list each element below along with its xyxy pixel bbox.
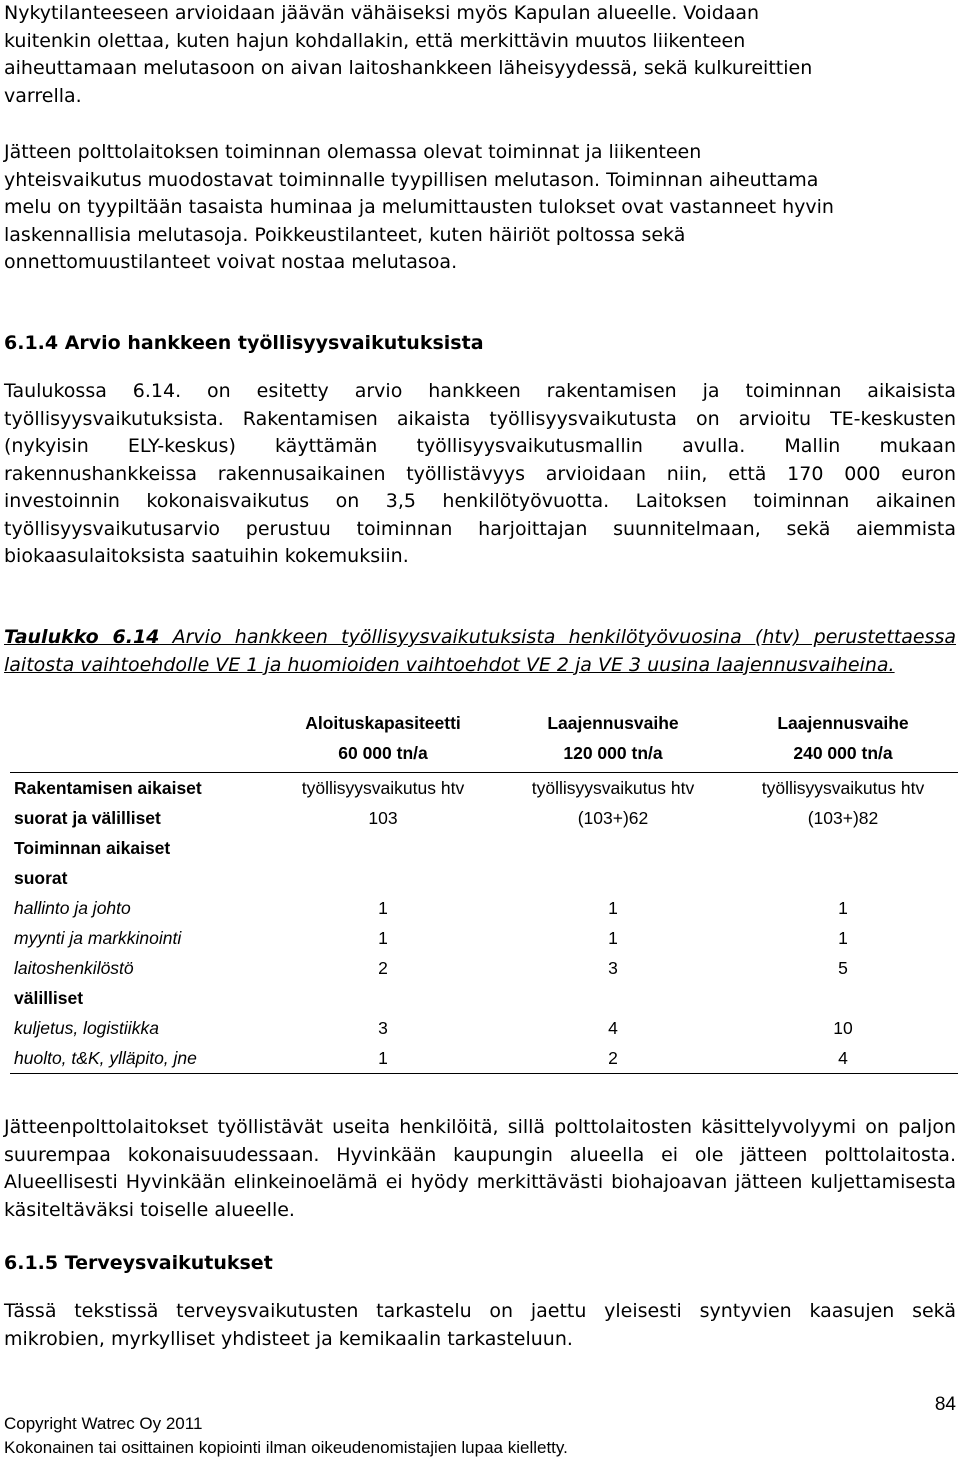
- table-cell: työllisyysvaikutus htv: [531, 777, 695, 798]
- row-label: Rakentamisen aikaiset: [14, 777, 202, 798]
- column-title: Laajennusvaihe: [777, 712, 909, 733]
- paragraph-line: kuitenkin olettaa, kuten hajun kohdallakin, että merkittävin muutos liikenteen: [4, 29, 746, 52]
- table-row: [10, 1013, 958, 1043]
- paragraph-line: varrella.: [4, 84, 82, 107]
- table-cell: työllisyysvaikutus htv: [301, 777, 465, 798]
- section-heading-employment: 6.1.4 Arvio hankkeen työllisyysvaikutuksista: [4, 332, 484, 354]
- table-header-empty: [10, 708, 268, 738]
- table-row: [10, 953, 958, 983]
- table-caption-text: Arvio hankkeen työllisyysvaikutuksista henkilötyövuosina (htv) perustettaessa laitosta vaihtoehdolle VE 1 ja huomioiden vaihtoehdot VE 2 ja VE 3 uusina laajennusvaiheina.: [4, 626, 957, 676]
- column-capacity: 60 000 tn/a: [268, 738, 498, 773]
- table-cell: [268, 983, 498, 1013]
- table-cell: [498, 833, 728, 863]
- table-cell: (103+)62: [577, 807, 649, 828]
- table-header-row: [10, 738, 958, 773]
- row-label: myynti ja markkinointi: [14, 927, 182, 948]
- row-label: välilliset: [14, 987, 84, 1008]
- paragraph-line: Jätteen polttolaitoksen toiminnan olemassa olevat toiminnat ja liikenteen: [4, 141, 702, 163]
- column-capacity: 120 000 tn/a: [498, 738, 728, 773]
- column-title: Aloituskapasiteetti: [305, 712, 461, 733]
- table-cell: 103: [368, 807, 398, 828]
- table-cell: 3: [608, 957, 618, 978]
- table-cell: työllisyysvaikutus htv: [761, 777, 925, 798]
- column-capacity: 240 000 tn/a: [728, 738, 958, 773]
- table-cell: 1: [838, 927, 848, 948]
- table-cell: 1: [608, 897, 618, 918]
- column-title: Laajennusvaihe: [547, 712, 679, 733]
- paragraph-line: onnettomuustilanteet voivat nostaa melutasoa.: [4, 251, 458, 273]
- table-row: [10, 773, 958, 804]
- table-cell: [728, 833, 958, 863]
- table-header-empty: [10, 738, 268, 773]
- table-row: [10, 983, 958, 1013]
- paragraph-line: yhteisvaikutus muodostavat toiminnalle tyypillisen melutason. Toiminnan aiheuttama: [4, 168, 819, 191]
- table-cell: 2: [498, 1043, 728, 1074]
- row-label: hallinto ja johto: [14, 897, 131, 918]
- table-cell: 1: [378, 927, 388, 948]
- table-cell: [268, 833, 498, 863]
- row-label: huolto, t&K, ylläpito, jne: [10, 1043, 268, 1074]
- table-cell: [728, 863, 958, 893]
- table-row: [10, 803, 958, 833]
- paragraph-line: laskennallisia melutasoja. Poikkeustilanteet, kuten häiriöt poltossa sekä: [4, 223, 686, 246]
- table-cell: (103+)82: [807, 807, 879, 828]
- table-caption-label: Taulukko 6.14: [4, 626, 160, 648]
- table-cell: 10: [833, 1017, 853, 1038]
- table-cell: 1: [378, 897, 388, 918]
- row-label: laitoshenkilöstö: [14, 957, 134, 978]
- table-cell: [498, 983, 728, 1013]
- footer-copyright: Copyright Watrec Oy 2011: [4, 1414, 203, 1433]
- footer-notice: Kokonainen tai osittainen kopiointi ilman oikeudenomistajien lupaa kielletty.: [4, 1438, 568, 1457]
- table-row: [10, 1043, 958, 1074]
- table-cell: [728, 983, 958, 1013]
- table-row: [10, 923, 958, 953]
- table-header-row: [10, 708, 958, 738]
- table-cell: 1: [838, 897, 848, 918]
- row-label: suorat: [14, 867, 68, 888]
- table-row: [10, 833, 958, 863]
- paragraph-line: aiheuttamaan melutasoon on aivan laitoshankkeen läheisyydessä, sekä kulkureittien: [4, 57, 813, 79]
- employment-table: [10, 708, 958, 1074]
- table-cell: 3: [378, 1017, 388, 1038]
- table-cell: 4: [728, 1043, 958, 1074]
- table-cell: 2: [378, 957, 388, 978]
- row-label: kuljetus, logistiikka: [14, 1017, 159, 1038]
- page-number: 84: [934, 1394, 956, 1415]
- paragraph-health: Tässä tekstissä terveysvaikutusten tarkastelu on jaettu yleisesti syntyvien kaasujen sekä mikrobien, myrkylliset yhdisteet ja kemikaalin tarkasteluun.: [4, 1300, 956, 1350]
- table-row: [10, 893, 958, 923]
- table-cell: [268, 863, 498, 893]
- table-cell: 1: [268, 1043, 498, 1074]
- table-cell: 1: [608, 927, 618, 948]
- paragraph-employment-estimate: Taulukossa 6.14. on esitetty arvio hankkeen rakentamisen ja toiminnan aikaisista työllisyysvaikutuksista. Rakentamisen aikaista työllisyysvaikutusta on arvioitu TE-keskusten (nykyisin ELY-keskus) käyttämän työllisyysvaikutusmallin avulla. Mallin mukaan rakennushankkeissa rakennusaikainen työllistävyys arvioidaan niin, että 170 000 euron investoinnin kokonaisvaikutus on 3,5 henkilötyövuotta. Laitoksen toiminnan aikainen työllisyysvaikutusarvio perustuu toiminnan harjoittajan suunnitelmaan, sekä aiemmista biokaasulaitoksista saatuihin kokemuksiin.: [4, 380, 956, 567]
- table-cell: [498, 863, 728, 893]
- table-body: [10, 773, 958, 1074]
- row-label: suorat ja välilliset: [14, 807, 161, 828]
- section-heading-health: 6.1.5 Terveysvaikutukset: [4, 1252, 273, 1274]
- table-row: [10, 863, 958, 893]
- paragraph-noise-combined: [4, 139, 956, 277]
- paragraph-incineration: Jätteenpolttolaitokset työllistävät useita henkilöitä, sillä polttolaitosten käsittelyvolyymi on paljon suurempaa kokonaisuudessaan. Hyvinkään kaupungin alueella ei ole jätteen polttolaitosta. Alueellisesti Hyvinkään elinkeinoelämä ei hyödy merkittävästi biohajoavan jätteen kuljettamisesta käsiteltäväksi toiselle alueelle.: [4, 1116, 956, 1221]
- row-label: Toiminnan aikaiset: [14, 837, 171, 858]
- table-cell: 5: [838, 957, 848, 978]
- paragraph-line: melu on tyypiltään tasaista huminaa ja melumittausten tulokset ovat vastanneet hyvin: [4, 196, 834, 218]
- paragraph-line: Nykytilanteeseen arvioidaan jäävän vähäiseksi myös Kapulan alueelle. Voidaan: [4, 2, 760, 24]
- paragraph-noise-kapula: [4, 0, 956, 110]
- table-caption: [4, 624, 956, 679]
- table-cell: 4: [608, 1017, 618, 1038]
